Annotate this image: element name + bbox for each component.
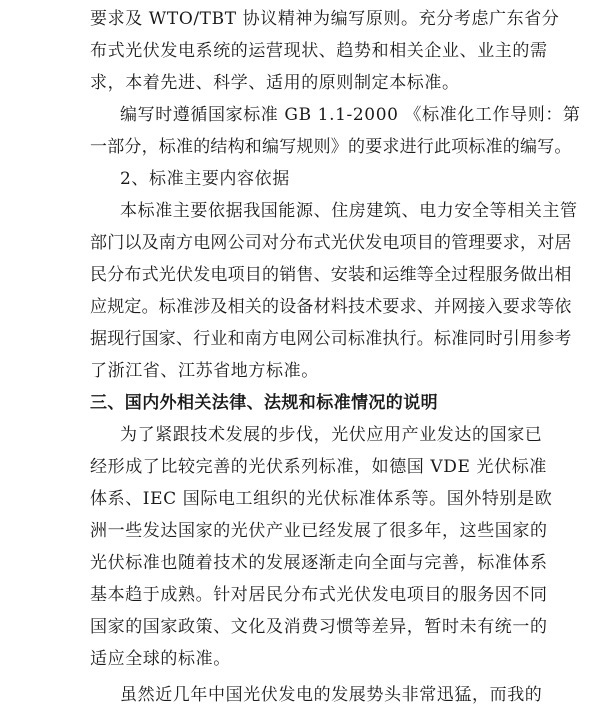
- text-line: 要求及 WTO/TBT 协议精神为编写原则。充分考虑广东省分: [90, 9, 560, 29]
- text-line: 适应全球的标准。: [90, 649, 231, 669]
- text-line: 应规定。标准涉及相关的设备材料技术要求、并网接入要求等依: [90, 297, 572, 317]
- text-line: 布式光伏发电系统的运营现状、趋势和相关企业、业主的需: [90, 41, 548, 61]
- text-line: 民分布式光伏发电项目的销售、安装和运维等全过程服务做出相: [90, 265, 572, 285]
- text-line: 基本趋于成熟。针对居民分布式光伏发电项目的服务因不同: [90, 585, 548, 605]
- text-line: 光伏标准也随着技术的发展逐渐走向全面与完善，标准体系: [90, 553, 548, 573]
- text-line: 一部分，标准的结构和编写规则》的要求进行此项标准的编写。: [90, 137, 572, 157]
- section-subheading: 2、标准主要内容依据: [120, 169, 290, 189]
- text-line: 部门以及南方电网公司对分布式光伏发电项目的管理要求，对居: [90, 233, 572, 253]
- text-line: 国家的国家政策、文化及消费习惯等差异，暂时未有统一的: [90, 617, 548, 637]
- text-line: 编写时遵循国家标准 GB 1.1-2000 《标准化工作导则：第: [120, 105, 581, 125]
- section-heading: 三、国内外相关法律、法规和标准情况的说明: [90, 393, 438, 413]
- text-line: 为了紧跟技术发展的步伐，光伏应用产业发达的国家已: [120, 425, 543, 445]
- text-line: 虽然近几年中国光伏发电的发展势头非常迅猛，而我的: [120, 685, 543, 705]
- text-line: 体系、IEC 国际电工组织的光伏标准体系等。国外特别是欧: [90, 489, 553, 509]
- text-line: 经形成了比较完善的光伏系列标准，如德国 VDE 光伏标准: [90, 457, 547, 477]
- text-line: 本标准主要依据我国能源、住房建筑、电力安全等相关主管: [120, 201, 578, 221]
- text-line: 了浙江省、江苏省地方标准。: [90, 361, 319, 381]
- text-line: 洲一些发达国家的光伏产业已经发展了很多年，这些国家的: [90, 521, 548, 541]
- text-line: 求，本着先进、科学、适用的原则制定本标准。: [90, 73, 460, 93]
- text-line: 据现行国家、行业和南方电网公司标准执行。标准同时引用参考: [90, 329, 572, 349]
